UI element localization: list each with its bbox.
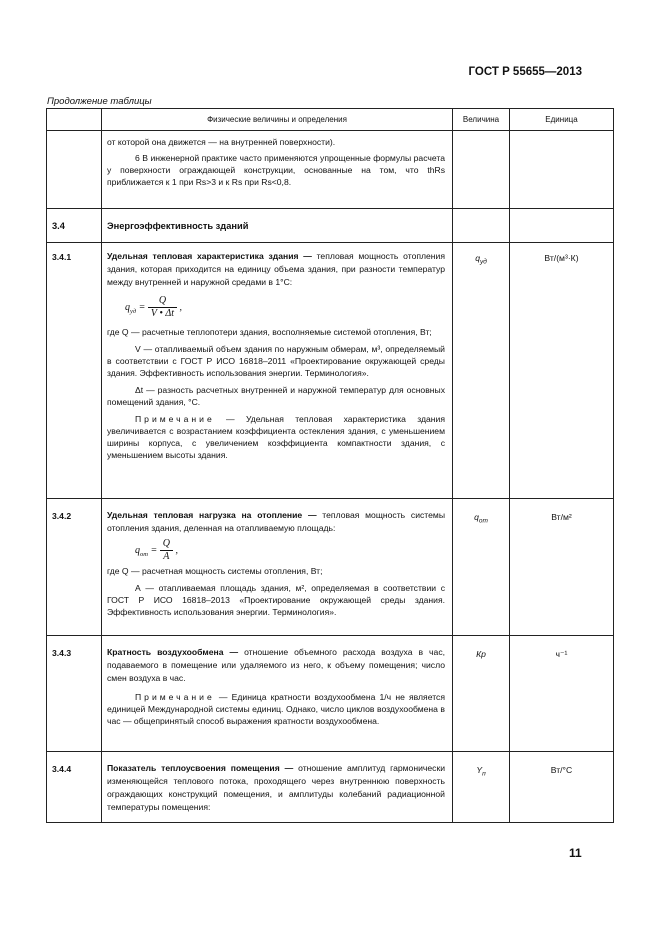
quantity-main: Y bbox=[476, 765, 483, 775]
formula: $q_{от}$ = $\frac{Q}{A}$ , bbox=[135, 538, 178, 562]
col-header-unit: Единица bbox=[545, 115, 578, 124]
page-number: 11 bbox=[569, 846, 582, 860]
paragraph: Δt — разность расчетных внутренней и наружной температур для основных помещений здания, °С. bbox=[107, 385, 445, 407]
term-number: 3.4.4 bbox=[52, 764, 72, 774]
note-text: — Единица кратности воздухообмена 1/ч не является единицей Международной системы единиц. Однако, число циклов воздухообмена в час — общепринятый способ выражения кратности воздухообмена. bbox=[107, 692, 445, 726]
col-header-quantity: Величина bbox=[462, 115, 500, 124]
term-number: 3.4.1 bbox=[52, 252, 72, 262]
continuation-text bbox=[107, 136, 445, 188]
table-border-bottom bbox=[46, 822, 614, 823]
paragraph: где Q — расчетная мощность системы отопления, Вт; bbox=[107, 566, 323, 576]
row-divider bbox=[46, 498, 614, 499]
term-description: тепловая мощность отопления здания, которая приходится на единицу объема здания, при разности температур между внутренней и наружной средами в 1°С: bbox=[107, 251, 445, 287]
col-divider-2 bbox=[452, 108, 453, 823]
term-definition bbox=[107, 762, 445, 814]
unit: ч⁻¹ bbox=[555, 649, 568, 659]
formula-lhs-sub: от bbox=[140, 550, 148, 558]
quantity-sub: от bbox=[478, 517, 488, 525]
unit: Вт/м² bbox=[551, 512, 572, 522]
term-definition bbox=[107, 250, 445, 461]
formula-lhs: q bbox=[125, 301, 130, 313]
term-definition bbox=[107, 646, 445, 727]
col-divider-1 bbox=[101, 108, 102, 823]
term-definition bbox=[107, 509, 445, 618]
formula-numerator: Q bbox=[158, 295, 167, 306]
unit: Вт/°С bbox=[550, 765, 573, 775]
term-description: тепловая мощность системы отопления здания, деленная на отапливаемую площадь: bbox=[107, 510, 445, 533]
table-continuation-label: Продолжение таблицы bbox=[47, 96, 152, 107]
table-border-top bbox=[46, 108, 614, 109]
note-label: Примечание bbox=[135, 414, 215, 424]
formula-denominator: V • Δt bbox=[148, 307, 177, 320]
formula-fraction bbox=[148, 295, 177, 320]
quantity-sub: уд bbox=[479, 258, 487, 266]
quantity-main: q bbox=[475, 253, 480, 263]
paragraph: V — отапливаемый объем здания по наружным обмерам, м³, определяемый в соответствии с ГОСТ Р ИСО 16818–2011 «Проектирование окружающей среды здания. Эффективность использования энергии. Терминология». bbox=[107, 344, 445, 378]
header-divider bbox=[46, 130, 614, 131]
formula: $q_{уд}$ = $\frac{Q}{V • \Delta t}$ , bbox=[125, 295, 182, 319]
row-divider bbox=[46, 751, 614, 752]
term-title: Показатель теплоусвоения помещения — bbox=[107, 763, 294, 773]
standard-header: ГОСТ Р 55655—2013 bbox=[468, 66, 582, 78]
formula-lhs-sub: уд bbox=[130, 307, 137, 315]
row-divider bbox=[46, 208, 614, 209]
term-number: 3.4.3 bbox=[52, 648, 72, 658]
row-divider bbox=[46, 635, 614, 636]
quantity-main: q bbox=[474, 512, 479, 522]
term-number: 3.4.2 bbox=[52, 511, 72, 521]
formula-lhs: q bbox=[135, 544, 140, 556]
note-text: — Удельная тепловая характеристика здания увеличивается с возрастанием коэффициента остекления здания, с уменьшением ширины корпуса, с увеличением коэффициента компактности здания, с уменьшением высоты здания. bbox=[107, 414, 445, 460]
section-title: Энергоэффективность зданий bbox=[107, 221, 249, 231]
quantity-symbol bbox=[453, 764, 509, 776]
quantity-symbol bbox=[453, 511, 509, 523]
quantity-sub: п bbox=[482, 770, 486, 778]
term-title: Удельная тепловая нагрузка на отопление — bbox=[107, 510, 317, 520]
unit: Вт/(м³·К) bbox=[544, 253, 579, 263]
section-number: 3.4 bbox=[52, 221, 65, 231]
formula-fraction bbox=[160, 538, 173, 563]
term-title: Кратность воздухообмена — bbox=[107, 647, 239, 657]
col-header-definitions: Физические величины и определения bbox=[207, 115, 347, 124]
definitions-table bbox=[46, 108, 614, 823]
table-border-left bbox=[46, 108, 47, 823]
paragraph: А — отапливаемая площадь здания, м², определяемая в соответствии с ГОСТ Р ИСО 16818–2013 «Проектирование окружающей среды здания. Эффективность использования энергии. Терминология». bbox=[107, 583, 445, 617]
formula-denominator: A bbox=[160, 550, 173, 563]
table-border-right bbox=[613, 108, 614, 823]
row-divider bbox=[46, 242, 614, 243]
term-title: Удельная тепловая характеристика здания — bbox=[107, 251, 312, 261]
paragraph: от которой она движется — на внутренней поверхности). bbox=[107, 137, 336, 147]
col-divider-3 bbox=[509, 108, 510, 823]
paragraph: где Q — расчетные теплопотери здания, восполняемые системой отопления, Вт; bbox=[107, 327, 432, 337]
paragraph: 6 В инженерной практике часто применяются упрощенные формулы расчета у поверхности ограждающей конструкции, основанные на том, что thRs приближается к 1 при Rs>3 и к Rs при Rs<0,8. bbox=[107, 153, 445, 187]
term-description: отношение амплитуд гармонически изменяющейся теплового потока, проходящего через внутреннюю поверхность ограждающих конструкций помещения, и амплитуды колебаний радиационной температуры помещения: bbox=[107, 763, 445, 812]
quantity-symbol bbox=[453, 252, 509, 264]
note-label: Примечание bbox=[135, 692, 215, 702]
quantity-symbol: Кр bbox=[476, 649, 486, 659]
term-description: отношение объемного расхода воздуха в час, подаваемого в помещение или удаляемого из него, к объему помещения; число смен воздуха в час. bbox=[107, 647, 446, 683]
formula-numerator: Q bbox=[162, 538, 170, 549]
